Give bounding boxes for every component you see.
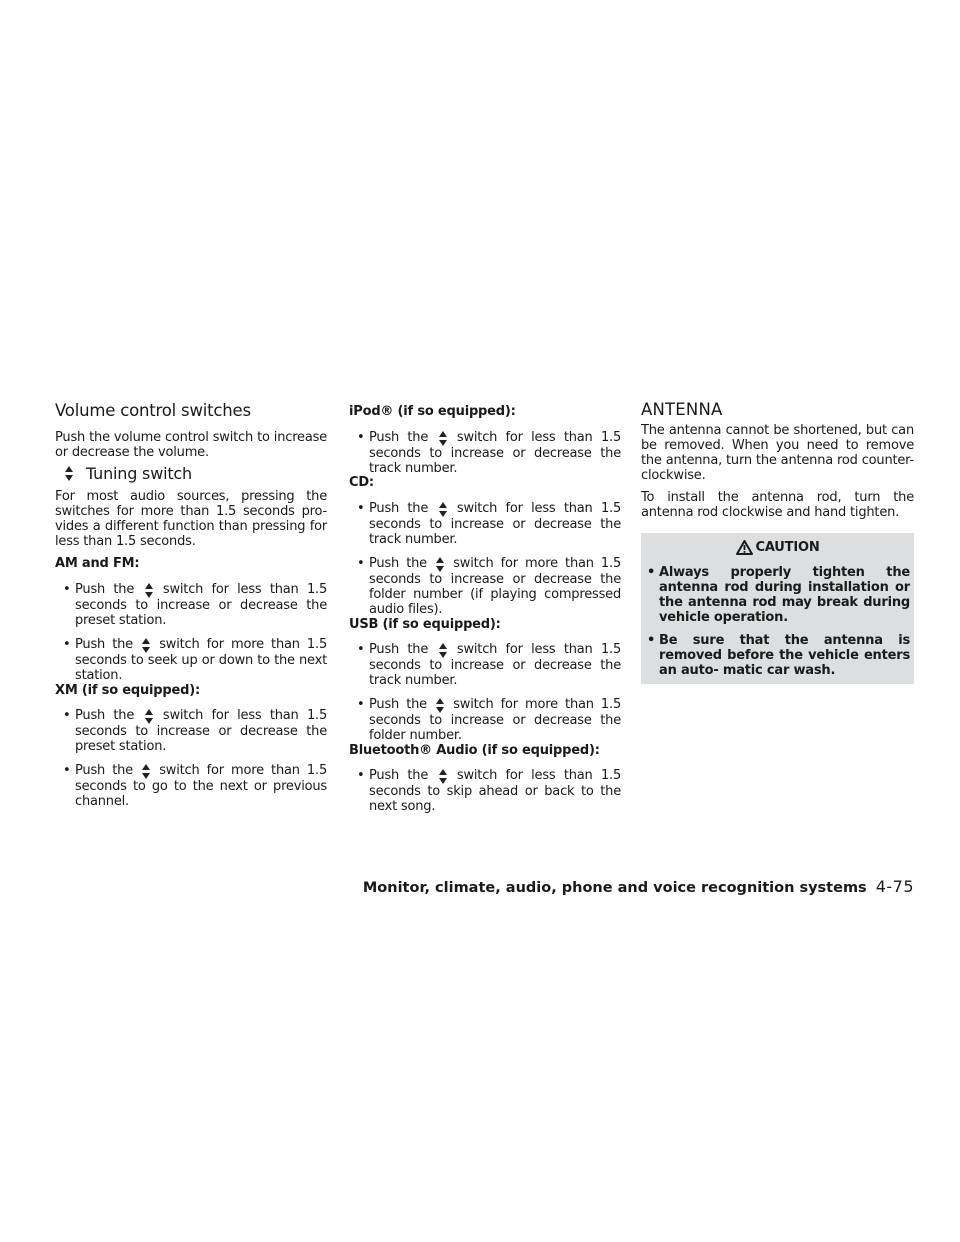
- caution-item: • Be sure that the antenna is removed before the vehicle enters an auto- matic car wash.: [647, 633, 910, 678]
- tuning-switch-icon: [144, 709, 154, 724]
- caution-title: CAUTION: [645, 540, 910, 555]
- am-fm-heading: AM and FM:: [55, 556, 140, 571]
- bullet-dot: •: [357, 768, 365, 783]
- cd-heading: CD:: [349, 475, 374, 490]
- bullet-dot: •: [63, 708, 71, 723]
- tuning-switch-icon: [438, 643, 448, 658]
- bullet-dot: •: [63, 637, 71, 652]
- bullet-dot: •: [647, 565, 656, 580]
- bluetooth-heading: Bluetooth® Audio (if so equipped):: [349, 743, 600, 758]
- tuning-switch-heading: [63, 466, 327, 481]
- list-item: • Push the switch for more than 1.5 seconds to increase or decrease the folder number (if playing compressed audio files).: [357, 556, 622, 617]
- volume-intro: Push the volume control switch to increase or decrease the volume.: [55, 430, 327, 460]
- bullet-dot: •: [357, 430, 365, 445]
- list-item: • Push the switch for less than 1.5 seconds to increase or decrease the track number.: [357, 642, 622, 688]
- tuning-switch-label: Tuning switch: [86, 464, 192, 483]
- tuning-switch-icon: [435, 698, 445, 713]
- footer-section-title: Monitor, climate, audio, phone and voice recognition systems: [362, 880, 867, 896]
- list-item: • Push the switch for less than 1.5 seconds to increase or decrease the preset station.: [63, 708, 328, 754]
- usb-heading: USB (if so equipped):: [349, 617, 501, 632]
- bullet-dot: •: [357, 501, 365, 516]
- tuning-intro: For most audio sources, pressing the switches for more than 1.5 seconds pro- vides a different function than pressing for less than 1.5 seconds.: [55, 489, 327, 549]
- antenna-heading: ANTENNA: [641, 400, 723, 419]
- warning-triangle-icon: [736, 540, 753, 555]
- ipod-heading: iPod® (if so equipped):: [349, 404, 516, 419]
- page-number: 4-75: [875, 877, 914, 896]
- caution-item: • Always properly tighten the antenna rod during installation or the antenna rod may break during vehicle operation.: [647, 565, 910, 625]
- volume-control-heading: Volume control switches: [55, 401, 251, 420]
- bullet-dot: •: [357, 556, 365, 571]
- list-item: • Push the switch for more than 1.5 seconds to seek up or down to the next station.: [63, 637, 328, 683]
- antenna-para-remove: The antenna cannot be shortened, but can be removed. When you need to remove the antenna, turn the antenna rod counter- clockwise.: [641, 423, 914, 483]
- bullet-dot: •: [357, 697, 365, 712]
- tuning-switch-icon: [141, 764, 151, 779]
- list-item: • Push the switch for less than 1.5 seconds to increase or decrease the preset station.: [63, 582, 328, 628]
- list-item: • Push the switch for more than 1.5 seconds to go to the next or previous channel.: [63, 763, 328, 809]
- bullet-dot: •: [647, 633, 656, 648]
- xm-heading: XM (if so equipped):: [55, 683, 200, 698]
- caution-box: [641, 533, 914, 684]
- tuning-switch-icon: [141, 638, 151, 653]
- tuning-switch-icon: [64, 466, 74, 481]
- tuning-switch-icon: [438, 431, 448, 446]
- list-item: • Push the switch for less than 1.5 seconds to increase or decrease the track number.: [357, 501, 622, 547]
- list-item: • Push the switch for less than 1.5 seconds to increase or decrease the track number.: [357, 430, 622, 476]
- bullet-dot: •: [357, 642, 365, 657]
- tuning-switch-icon: [438, 769, 448, 784]
- list-item: • Push the switch for less than 1.5 seconds to skip ahead or back to the next song.: [357, 768, 622, 814]
- antenna-para-install: To install the antenna rod, turn the antenna rod clockwise and hand tighten.: [641, 490, 914, 520]
- list-item: • Push the switch for more than 1.5 seconds to increase or decrease the folder number.: [357, 697, 622, 743]
- tuning-switch-icon: [144, 583, 154, 598]
- bullet-dot: •: [63, 763, 71, 778]
- tuning-switch-icon: [435, 557, 445, 572]
- bullet-dot: •: [63, 582, 71, 597]
- tuning-switch-icon: [438, 502, 448, 517]
- page-footer: [363, 877, 914, 896]
